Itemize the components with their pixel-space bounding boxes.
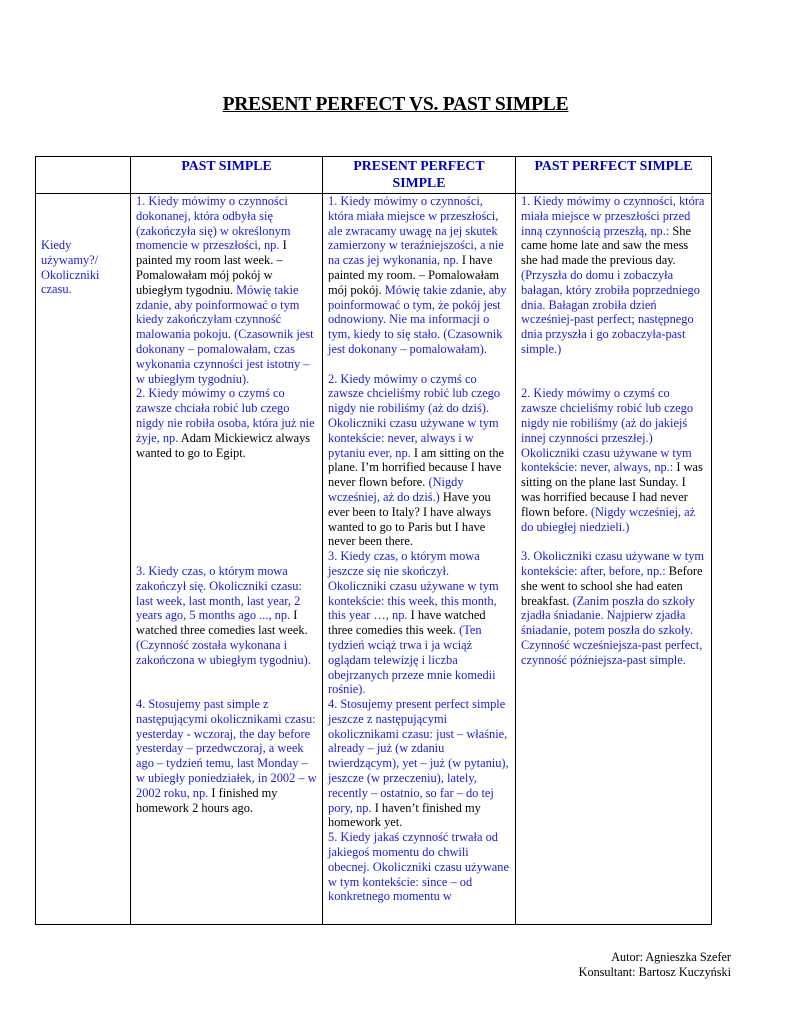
footer-consultant: Konsultant: Bartosz Kuczyński <box>578 965 731 979</box>
past-simple-point-3: 3. Kiedy czas, o którym mowa zakończył się. Okoliczniki czasu: last week, last month, last year, 2 years ago, 5 months ago ..., np. I watched three comedies last week. (Czynność została wykonana i zakończona w ubiegłym tygodniu). <box>136 563 311 667</box>
past-perfect-point-1: 1. Kiedy mówimy o czynności, która miała miejsce w przeszłości przed inną czynnością przeszłą, np.: She came home late and saw the mess she had made the previous day. (Przyszła do domu i zobaczyła bałagan, który zrobiła poprzedniego dnia. Bałagan zrobiła dzień wcześniej-past perfect; następnego dnia przyszła i go zobaczyła-past simple.) <box>521 194 705 356</box>
present-perfect-point-1: 1. Kiedy mówimy o czynności, która miała miejsce w przeszłości, ale zwracamy uwagę na jej skutek zamierzony w teraźniejszości, a nie na czas jej wykonania, np. I have painted my room. – Pomalowałam mój pokój. Mówię takie zdanie, aby poinformować o tym, że pokój jest odnowiony. Nie ma informacji o tym, kiedy to się stało. (Czasownik jest dokonany – pomalowałam). <box>328 194 507 356</box>
present-perfect-point-4: 4. Stosujemy present perfect simple jeszcze z następującymi okolicznikami czasu: just – właśnie, already – już (w zdaniu twierdzącym), yet – już (w pytaniu), jeszcze (w przeczeniu), lately, recently – ostatnio, so far – do tej pory, np. I haven’t finished my homework yet. <box>328 697 509 830</box>
past-simple-point-1: 1. Kiedy mówimy o czynności dokonanej, która odbyła się (zakończyła się) w określonym momencie w przeszłości, np. I painted my room last week. – Pomalowałam mój pokój w ubiegłym tygodniu. Mówię takie zdanie, aby poinformować o tym kiedy zakończyłam czynność malowania pokoju. (Czasownik jest dokonany – pomalowałam, czas wykonania czynności jest istotny – w ubiegłym tygodniu). <box>136 194 314 386</box>
past-simple-point-4: 4. Stosujemy past simple z następującymi okolicznikami czasu: yesterday - wczoraj, the day before yesterday – przedwczoraj, a week ago – tydzień temu, last Monday – w ubiegły poniedziałek, in 2002 – w 2002 roku, np. I finished my homework 2 hours ago. <box>136 697 317 815</box>
footer-author: Autor: Agnieszka Szefer <box>611 950 731 964</box>
row-label: Kiedy używamy?/ Okoliczniki czasu. <box>36 194 131 925</box>
header-past-perfect: PAST PERFECT SIMPLE <box>516 157 712 194</box>
past-simple-point-2: 2. Kiedy mówimy o czymś co zawsze chciała robić lub czego nigdy nie robiła osoba, która już nie żyje, np. Adam Mickiewicz always wanted to go to Egipt. <box>136 386 315 460</box>
footer <box>579 950 731 980</box>
past-perfect-point-2: 2. Kiedy mówimy o czymś co zawsze chcieliśmy robić lub czego nigdy nie robiliśmy (aż do jakiejś innej czynności przeszłej.) Okoliczniki czasu używane w tym kontekście: never, always, np.: I was sitting on the plane last Sunday. I was horrified because I had never flown before. (Nigdy wcześniej, aż do ubiegłej niedzieli.) <box>521 386 703 534</box>
past-perfect-cell <box>516 194 712 925</box>
header-row <box>36 157 712 194</box>
present-perfect-point-2: 2. Kiedy mówimy o czymś co zawsze chcieliśmy robić lub czego nigdy nie robiliśmy (aż do dziś). Okoliczniki czasu używane w tym kontekście: never, always i w pytaniu ever, np. I am sitting on the plane. I’m horrified because I have never flown before. (Nigdy wcześniej, aż do dziś.) Have you ever been to Italy? I have always wanted to go to Paris but I have never been there. <box>328 371 505 549</box>
header-present-perfect: PRESENT PERFECT SIMPLE <box>323 157 516 194</box>
page-title: PRESENT PERFECT VS. PAST SIMPLE <box>222 94 569 115</box>
past-perfect-point-3: 3. Okoliczniki czasu używane w tym kontekście: after, before, np.: Before she went to school she had eaten breakfast. (Zanim poszła do szkoły zjadła śniadanie. Najpierw zjadła śniadanie, potem poszła do szkoły. Czynność wcześniejsza-past perfect, czynność późniejsza-past simple. <box>521 549 705 667</box>
present-perfect-cell <box>323 194 516 925</box>
present-perfect-point-5: 5. Kiedy jakaś czynność trwała od jakiegoś momentu do chwili obecnej. Okoliczniki czasu używane w tym kontekście: since – od konkretnego momentu w <box>328 830 509 904</box>
comparison-table <box>35 156 712 925</box>
header-past-simple: PAST SIMPLE <box>131 157 323 194</box>
present-perfect-point-3: 3. Kiedy czas, o którym mowa jeszcze się nie skończył. Okoliczniki czasu używane w tym kontekście: this week, this month, this year …, np. I have watched three comedies this week. (Ten tydzień wciąż trwa i ja wciąż oglądam telewizję i liczba obejrzanych przeze mnie komedii rośnie). <box>328 549 499 697</box>
past-simple-cell <box>131 194 323 925</box>
header-empty-cell <box>36 157 131 194</box>
